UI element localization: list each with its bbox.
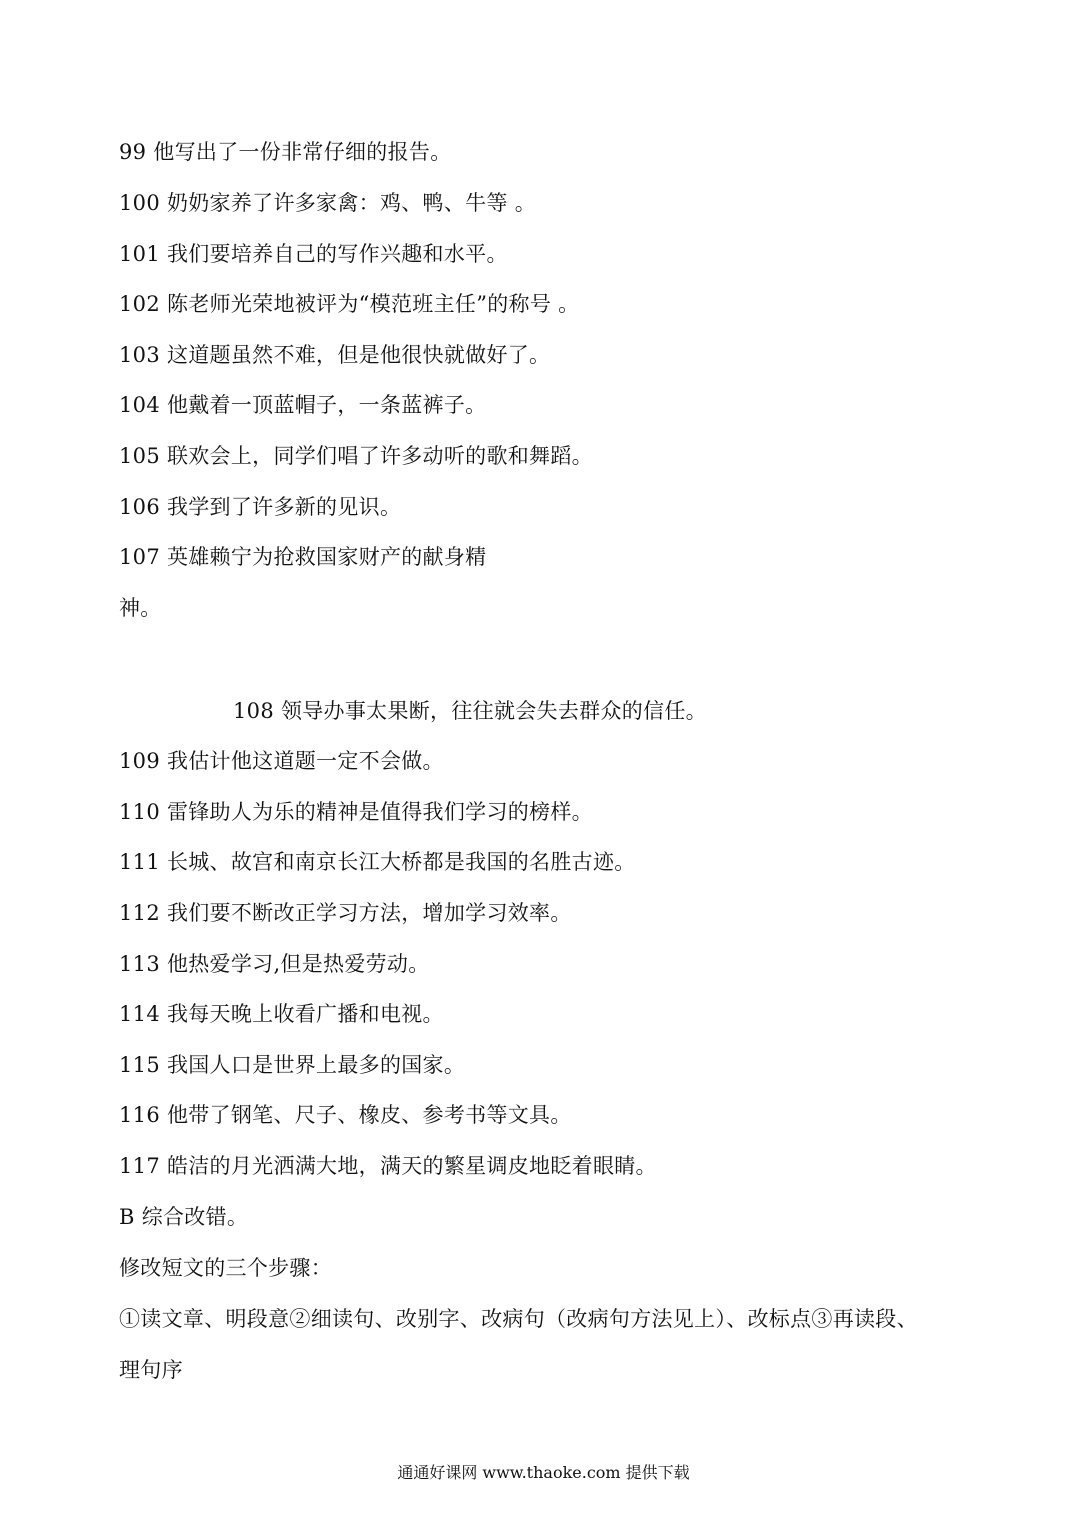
sentence-109: 109 我估计他这道题一定不会做。 <box>119 749 444 773</box>
sentence-116: 116 他带了钢笔、尺子、橡皮、参考书等文具。 <box>119 1103 572 1127</box>
steps-text: ①读文章、明段意②细读句、改别字、改病句（改病句方法见上）、改标点③再读段、 <box>119 1307 918 1331</box>
sentence-105: 105 联欢会上，同学们唱了许多动听的歌和舞蹈。 <box>119 444 593 468</box>
sentence-100: 100 奶奶家养了许多家禽：鸡、鸭、牛等 。 <box>119 191 537 215</box>
steps-text-continued: 理句序 <box>119 1358 183 1382</box>
sentence-114: 114 我每天晚上收看广播和电视。 <box>119 1002 444 1026</box>
footer-credit: 通通好课网 www.thaoke.com 提供下载 <box>397 1463 690 1482</box>
sentence-106: 106 我学到了许多新的见识。 <box>119 495 402 519</box>
sentence-107-continued: 神。 <box>119 596 162 620</box>
sentence-101: 101 我们要培养自己的写作兴趣和水平。 <box>119 242 508 266</box>
sentence-113: 113 他热爱学习,但是热爱劳动。 <box>119 952 430 976</box>
sentence-102: 102 陈老师光荣地被评为“模范班主任”的称号 。 <box>119 292 580 316</box>
sentence-103: 103 这道题虽然不难，但是他很快就做好了。 <box>119 343 551 367</box>
sentence-117: 117 皓洁的月光洒满大地，满天的繁星调皮地眨着眼睛。 <box>119 1154 657 1178</box>
sentence-107: 107 英雄赖宁为抢救国家财产的献身精 <box>119 545 487 569</box>
sentence-108: 108 领导办事太果断，往往就会失去群众的信任。 <box>233 699 707 723</box>
sentence-110: 110 雷锋助人为乐的精神是值得我们学习的榜样。 <box>119 800 593 824</box>
sentence-111: 111 长城、故宫和南京长江大桥都是我国的名胜古迹。 <box>119 850 636 874</box>
sentence-112: 112 我们要不断改正学习方法，增加学习效率。 <box>119 901 572 925</box>
steps-heading: 修改短文的三个步骤： <box>119 1256 332 1280</box>
sentence-104: 104 他戴着一顶蓝帽子，一条蓝裤子。 <box>119 393 487 417</box>
section-b-heading: B 综合改错。 <box>119 1205 249 1229</box>
sentence-115: 115 我国人口是世界上最多的国家。 <box>119 1053 466 1077</box>
sentence-99: 99 他写出了一份非常仔细的报告。 <box>119 140 452 164</box>
